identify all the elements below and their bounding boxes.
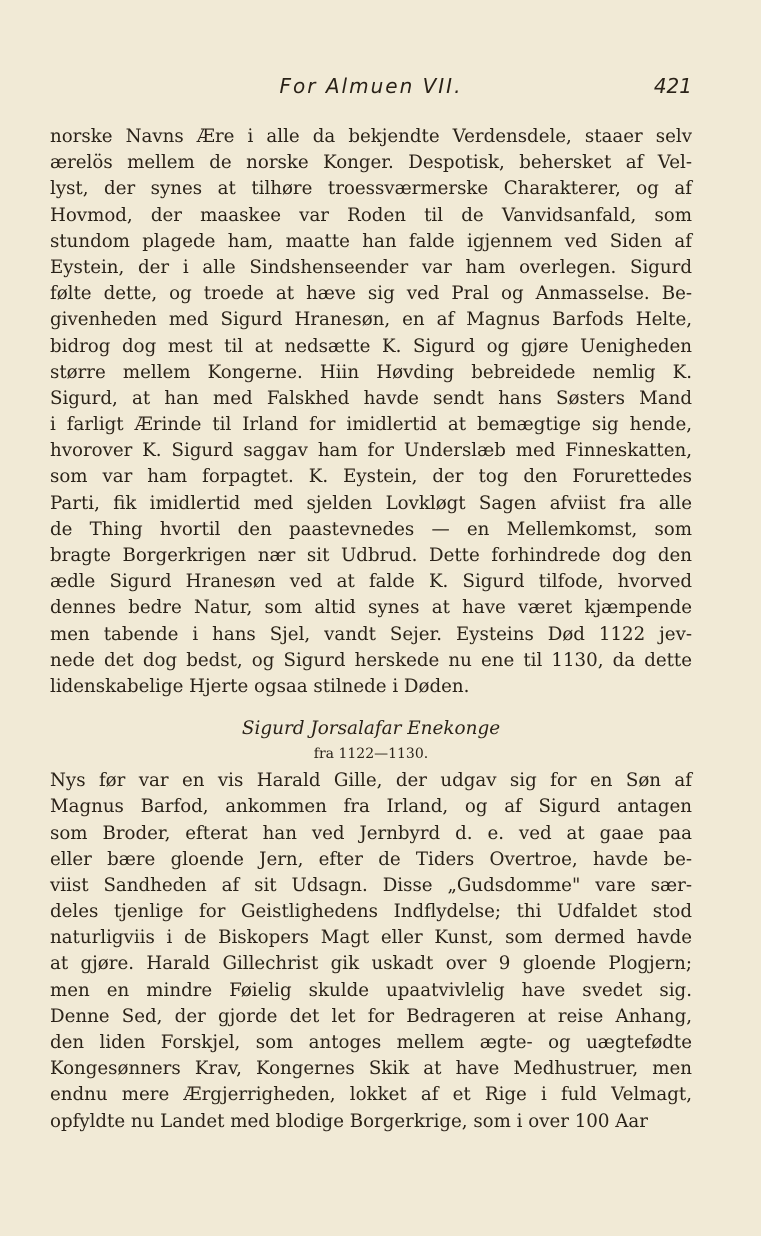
text-line: større mellem Kongerne. Hiin Høvding bebreidede nemlig K. (50, 361, 692, 383)
text-line: hvorover K. Sigurd saggav ham for Underslæb med Finneskatten, (50, 440, 692, 462)
text-line: Kongesønners Krav, Kongernes Skik at have Medhustruer, men (50, 1058, 692, 1080)
text-line: men tabende i hans Sjel, vandt Sejer. Eysteins Død 1122 jev- (50, 623, 692, 645)
text-line: som Broder, efterat han ved Jernbyrd d. e. ved at gaae paa (50, 822, 692, 844)
text-line: Hovmod, der maaskee var Roden til de Vanvidsanfald, som (50, 204, 692, 226)
text-line: norske Navns Ære i alle da bekjendte Verdensdele, staaer selv (50, 126, 692, 147)
text-line: Denne Sed, der gjorde det let for Bedrageren at reise Anhang, (50, 1005, 692, 1027)
text-line: lidenskabelige Hjerte ogsaa stilnede i Døden. (50, 675, 470, 697)
paragraph-2 (50, 768, 692, 1135)
text-line: givenheden med Sigurd Hranesøn, en af Magnus Barfods Helte, (50, 309, 692, 331)
text-line: men en mindre Føielig skulde upaatvivlelig have svedet sig. (50, 979, 692, 1001)
text-line: opfyldte nu Landet med blodige Borgerkrige, som i over 100 Aar (50, 1110, 648, 1132)
text-line: Nys før var en vis Harald Gille, der udgav sig for en Søn af (50, 770, 692, 792)
text-line: nede det dog bedst, og Sigurd herskede nu ene til 1130, da dette (50, 649, 692, 671)
text-line: i farligt Ærinde til Irland for imidlertid at bemægtige sig hende, (50, 414, 692, 436)
section-subheading: fra 1122—1130. (313, 746, 429, 763)
paragraph-1 (50, 124, 692, 700)
text-line: viist Sandheden af sit Udsagn. Disse „Gudsdomme" vare sær- (50, 874, 692, 896)
page-number: 421 (653, 74, 692, 98)
text-line: som var ham forpagtet. K. Eystein, der tog den Forurettedes (50, 466, 692, 488)
text-line: Magnus Barfod, ankommen fra Irland, og af Sigurd antagen (50, 796, 692, 818)
text-line: endnu mere Ærgjerrigheden, lokket af et Rige i fuld Velmagt, (50, 1084, 692, 1106)
text-line: eller bære gloende Jern, efter de Tiders Overtroe, havde be- (50, 848, 692, 870)
text-line: stundom plagede ham, maatte han falde igjennem ved Siden af (50, 230, 692, 252)
running-title: For Almuen VII. (279, 74, 463, 98)
text-line: naturligviis i de Biskopers Magt eller Kunst, som dermed havde (50, 927, 692, 949)
section-heading: Sigurd Jorsalafar Enekonge (241, 718, 501, 740)
text-line: den liden Forskjel, som antoges mellem ægte- og uægtefødte (50, 1032, 692, 1053)
body-text (50, 124, 692, 1135)
text-line: ærelös mellem de norske Konger. Despotisk, behersket af Vel- (50, 152, 692, 174)
text-line: følte dette, og troede at hæve sig ved Pral og Anmasselse. Be- (50, 283, 692, 305)
text-line: Parti, fik imidlertid med sjelden Lovkløgt Sagen afviist fra alle (50, 492, 692, 514)
text-line: bragte Borgerkrigen nær sit Udbrud. Dette forhindrede dog den (50, 545, 692, 566)
text-line: de Thing hvortil den paastevnedes — en Mellemkomst, som (50, 518, 692, 540)
text-line: ædle Sigurd Hranesøn ved at falde K. Sigurd tilfode, hvorved (50, 571, 692, 593)
text-line: lyst, der synes at tilhøre troessværmerske Charakterer, og af (50, 178, 692, 200)
text-line: deles tjenlige for Geistlighedens Indflydelse; thi Udfaldet stod (50, 901, 692, 923)
text-line: bidrog dog mest til at nedsætte K. Sigurd og gjøre Uenigheden (50, 335, 692, 357)
text-line: at gjøre. Harald Gillechrist gik uskadt over 9 gloende Plogjern; (50, 953, 692, 975)
running-head (50, 74, 692, 102)
text-line: Eystein, der i alle Sindshenseender var ham overlegen. Sigurd (50, 256, 692, 278)
text-line: dennes bedre Natur, som altid synes at have været kjæmpende (50, 597, 692, 619)
text-line: Sigurd, at han med Falskhed havde sendt hans Søsters Mand (50, 387, 692, 409)
